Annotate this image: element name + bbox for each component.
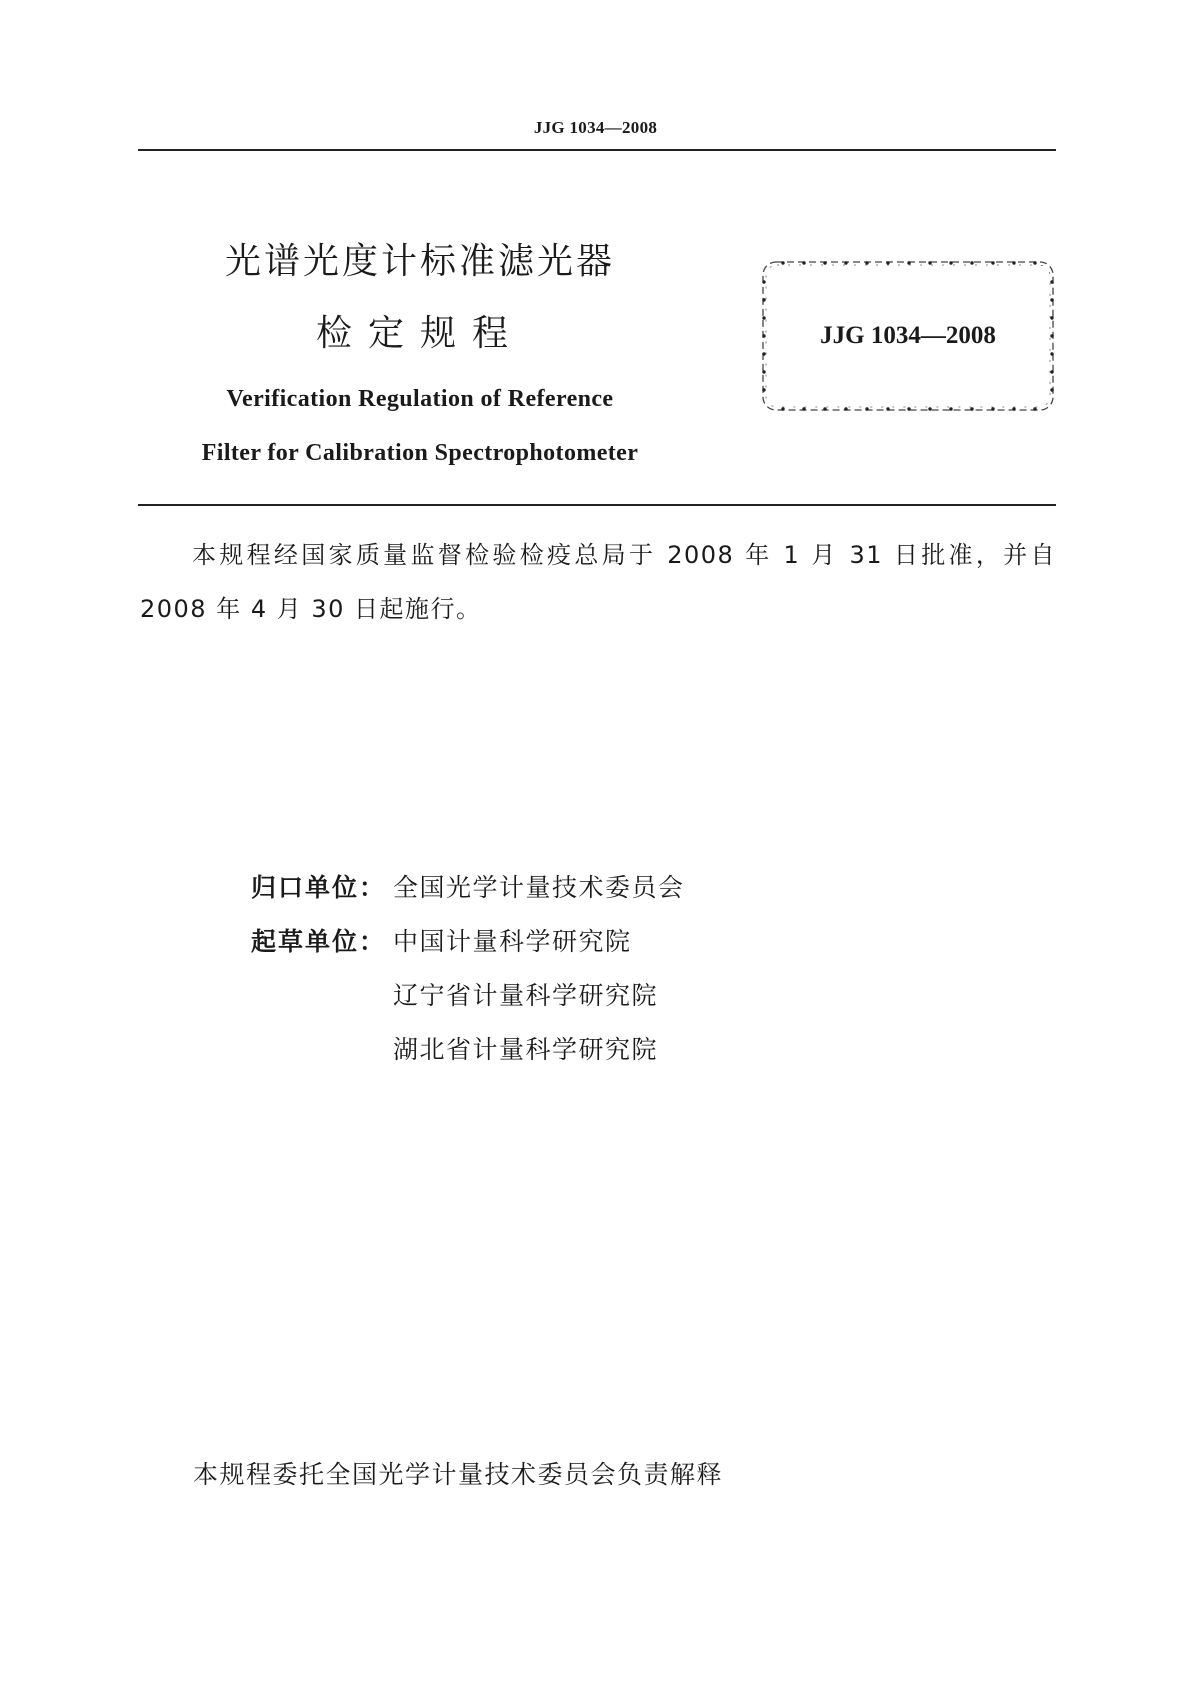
responsible-unit-value: 全国光学计量技术委员会 xyxy=(393,873,685,902)
drafting-unit-3: 湖北省计量科学研究院 xyxy=(393,1035,659,1064)
drafting-unit-row-2 xyxy=(251,976,658,1012)
title-chinese-line1: 光谱光度计标准滤光器 xyxy=(224,241,615,282)
standard-code-box xyxy=(759,258,1057,414)
header-divider xyxy=(138,149,1056,151)
drafting-unit-row xyxy=(251,922,632,958)
title-chinese-line2: 检定规程 xyxy=(315,313,524,354)
standard-code-text: JJG 1034—2008 xyxy=(820,322,996,349)
drafting-unit-2: 辽宁省计量科学研究院 xyxy=(393,981,659,1010)
responsible-unit-row xyxy=(251,868,685,904)
interpretation-note: 本规程委托全国光学计量技术委员会负责解释 xyxy=(193,1460,724,1489)
responsible-unit-label: 归口单位： xyxy=(251,873,387,902)
drafting-unit-label: 起草单位： xyxy=(251,927,387,956)
drafting-unit-1: 中国计量科学研究院 xyxy=(393,927,632,956)
title-english-line1: Verification Regulation of Reference xyxy=(226,386,614,412)
title-divider xyxy=(138,504,1056,506)
approval-statement: 本规程经国家质量监督检验检疫总局于 2008 年 1 月 31 日批准，并自 2008 年 4 月 30 日起施行。 xyxy=(140,541,1056,623)
drafting-unit-row-3 xyxy=(251,1030,658,1066)
title-english-line2: Filter for Calibration Spectrophotometer xyxy=(201,440,639,466)
header-standard-code: JJG 1034—2008 xyxy=(533,118,658,137)
